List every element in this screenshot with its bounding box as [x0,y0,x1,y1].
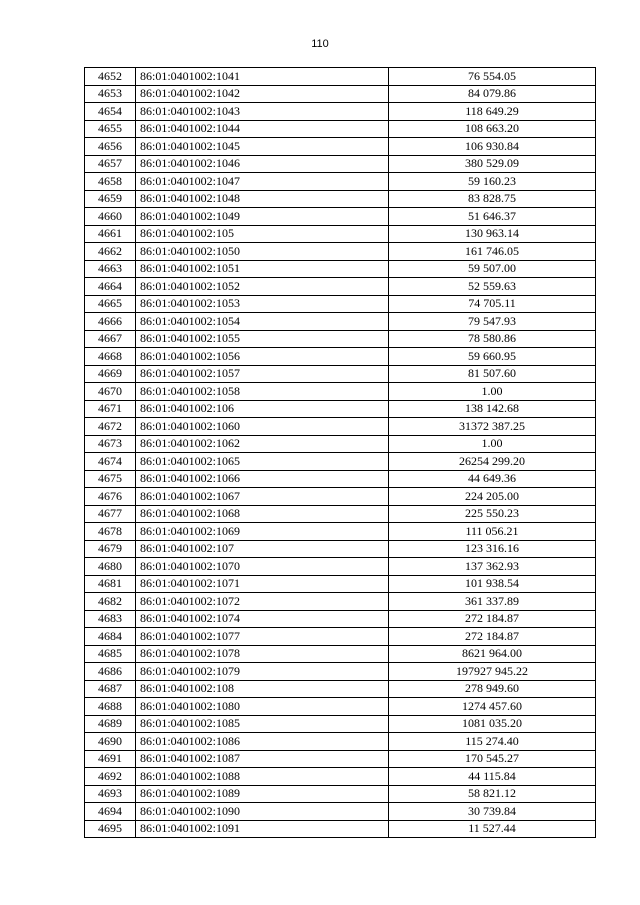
cadastral-number: 86:01:0401002:1070 [136,558,389,576]
table-row [85,505,596,523]
cadastral-number: 86:01:0401002:1050 [136,243,389,261]
table-row [85,225,596,243]
cadastral-number: 86:01:0401002:1056 [136,348,389,366]
cadastral-value: 197927 945.22 [389,663,596,681]
table-row [85,680,596,698]
table-row [85,278,596,296]
table-row [85,190,596,208]
row-number: 4662 [85,243,136,261]
cadastral-value: 81 507.60 [389,365,596,383]
row-number: 4679 [85,540,136,558]
cadastral-number: 86:01:0401002:1087 [136,750,389,768]
table-row [85,243,596,261]
table-row [85,173,596,191]
row-number: 4657 [85,155,136,173]
cadastral-value: 78 580.86 [389,330,596,348]
table-row [85,330,596,348]
cadastral-number: 86:01:0401002:1041 [136,68,389,86]
cadastral-number: 86:01:0401002:1054 [136,313,389,331]
row-number: 4695 [85,820,136,838]
table-row [85,85,596,103]
row-number: 4690 [85,733,136,751]
row-number: 4659 [85,190,136,208]
row-number: 4688 [85,698,136,716]
cadastral-value: 44 649.36 [389,470,596,488]
cadastral-number: 86:01:0401002:1086 [136,733,389,751]
cadastral-number: 86:01:0401002:1079 [136,663,389,681]
table-row [85,68,596,86]
table-row [85,453,596,471]
row-number: 4692 [85,768,136,786]
table-row [85,418,596,436]
row-number: 4672 [85,418,136,436]
cadastral-number: 86:01:0401002:1066 [136,470,389,488]
cadastral-value: 31372 387.25 [389,418,596,436]
cadastral-table [84,67,596,838]
row-number: 4671 [85,400,136,418]
table-row [85,295,596,313]
cadastral-value: 380 529.09 [389,155,596,173]
table-row [85,138,596,156]
table-row [85,733,596,751]
table-row [85,313,596,331]
cadastral-number: 86:01:0401002:1091 [136,820,389,838]
table-row [85,803,596,821]
cadastral-number: 86:01:0401002:1069 [136,523,389,541]
row-number: 4685 [85,645,136,663]
cadastral-number: 86:01:0401002:1053 [136,295,389,313]
cadastral-value: 58 821.12 [389,785,596,803]
table-row [85,155,596,173]
table-row [85,260,596,278]
row-number: 4658 [85,173,136,191]
table-row [85,208,596,226]
row-number: 4656 [85,138,136,156]
row-number: 4676 [85,488,136,506]
cadastral-number: 86:01:0401002:1047 [136,173,389,191]
cadastral-number: 86:01:0401002:1046 [136,155,389,173]
table-row [85,383,596,401]
cadastral-number: 86:01:0401002:1048 [136,190,389,208]
page-number: 110 [311,38,329,50]
row-number: 4689 [85,715,136,733]
cadastral-number: 86:01:0401002:1065 [136,453,389,471]
row-number: 4664 [85,278,136,296]
cadastral-value: 44 115.84 [389,768,596,786]
cadastral-value: 8621 964.00 [389,645,596,663]
row-number: 4670 [85,383,136,401]
table-body [85,68,596,838]
cadastral-value: 30 739.84 [389,803,596,821]
cadastral-number: 86:01:0401002:1078 [136,645,389,663]
row-number: 4665 [85,295,136,313]
table-row [85,523,596,541]
row-number: 4686 [85,663,136,681]
table-row [85,348,596,366]
cadastral-number: 86:01:0401002:1058 [136,383,389,401]
cadastral-value: 101 938.54 [389,575,596,593]
cadastral-value: 74 705.11 [389,295,596,313]
table-row [85,435,596,453]
table-row [85,540,596,558]
cadastral-number: 86:01:0401002:1089 [136,785,389,803]
cadastral-value: 1.00 [389,383,596,401]
row-number: 4668 [85,348,136,366]
cadastral-number: 86:01:0401002:1060 [136,418,389,436]
table-row [85,558,596,576]
table-row [85,820,596,838]
row-number: 4653 [85,85,136,103]
row-number: 4683 [85,610,136,628]
cadastral-value: 361 337.89 [389,593,596,611]
cadastral-number: 86:01:0401002:1090 [136,803,389,821]
cadastral-value: 115 274.40 [389,733,596,751]
cadastral-number: 86:01:0401002:1072 [136,593,389,611]
cadastral-value: 83 828.75 [389,190,596,208]
cadastral-value: 79 547.93 [389,313,596,331]
table-row [85,400,596,418]
cadastral-number: 86:01:0401002:1088 [136,768,389,786]
table-row [85,645,596,663]
row-number: 4691 [85,750,136,768]
cadastral-number: 86:01:0401002:1085 [136,715,389,733]
cadastral-number: 86:01:0401002:1074 [136,610,389,628]
table-row [85,715,596,733]
cadastral-value: 11 527.44 [389,820,596,838]
table-row [85,103,596,121]
cadastral-value: 1081 035.20 [389,715,596,733]
cadastral-value: 106 930.84 [389,138,596,156]
table-row [85,593,596,611]
row-number: 4660 [85,208,136,226]
cadastral-value: 138 142.68 [389,400,596,418]
table-row [85,610,596,628]
row-number: 4661 [85,225,136,243]
cadastral-number: 86:01:0401002:1051 [136,260,389,278]
cadastral-number: 86:01:0401002:1067 [136,488,389,506]
cadastral-number: 86:01:0401002:1044 [136,120,389,138]
table-row [85,120,596,138]
cadastral-value: 225 550.23 [389,505,596,523]
cadastral-value: 272 184.87 [389,628,596,646]
table-row [85,488,596,506]
cadastral-value: 278 949.60 [389,680,596,698]
row-number: 4678 [85,523,136,541]
cadastral-number: 86:01:0401002:1068 [136,505,389,523]
cadastral-value: 1.00 [389,435,596,453]
cadastral-number: 86:01:0401002:1043 [136,103,389,121]
row-number: 4663 [85,260,136,278]
cadastral-number: 86:01:0401002:1071 [136,575,389,593]
cadastral-value: 137 362.93 [389,558,596,576]
cadastral-value: 59 507.00 [389,260,596,278]
table-row [85,663,596,681]
row-number: 4684 [85,628,136,646]
row-number: 4673 [85,435,136,453]
cadastral-number: 86:01:0401002:1077 [136,628,389,646]
cadastral-value: 59 160.23 [389,173,596,191]
table-row [85,365,596,383]
cadastral-value: 84 079.86 [389,85,596,103]
cadastral-value: 52 559.63 [389,278,596,296]
row-number: 4682 [85,593,136,611]
row-number: 4693 [85,785,136,803]
table-row [85,628,596,646]
row-number: 4687 [85,680,136,698]
cadastral-value: 76 554.05 [389,68,596,86]
cadastral-number: 86:01:0401002:1045 [136,138,389,156]
cadastral-number: 86:01:0401002:106 [136,400,389,418]
cadastral-value: 161 746.05 [389,243,596,261]
row-number: 4652 [85,68,136,86]
table-row [85,698,596,716]
table-row [85,785,596,803]
cadastral-value: 59 660.95 [389,348,596,366]
table-row [85,750,596,768]
cadastral-value: 118 649.29 [389,103,596,121]
cadastral-number: 86:01:0401002:1042 [136,85,389,103]
row-number: 4681 [85,575,136,593]
table-row [85,575,596,593]
row-number: 4675 [85,470,136,488]
cadastral-number: 86:01:0401002:105 [136,225,389,243]
cadastral-value: 170 545.27 [389,750,596,768]
row-number: 4680 [85,558,136,576]
cadastral-value: 51 646.37 [389,208,596,226]
cadastral-value: 108 663.20 [389,120,596,138]
cadastral-number: 86:01:0401002:107 [136,540,389,558]
cadastral-number: 86:01:0401002:108 [136,680,389,698]
cadastral-value: 1274 457.60 [389,698,596,716]
row-number: 4666 [85,313,136,331]
cadastral-value: 272 184.87 [389,610,596,628]
cadastral-number: 86:01:0401002:1052 [136,278,389,296]
row-number: 4694 [85,803,136,821]
row-number: 4677 [85,505,136,523]
row-number: 4654 [85,103,136,121]
cadastral-number: 86:01:0401002:1062 [136,435,389,453]
row-number: 4655 [85,120,136,138]
cadastral-number: 86:01:0401002:1080 [136,698,389,716]
cadastral-value: 26254 299.20 [389,453,596,471]
cadastral-number: 86:01:0401002:1055 [136,330,389,348]
row-number: 4667 [85,330,136,348]
cadastral-value: 224 205.00 [389,488,596,506]
cadastral-number: 86:01:0401002:1057 [136,365,389,383]
table-row [85,470,596,488]
cadastral-value: 123 316.16 [389,540,596,558]
cadastral-value: 111 056.21 [389,523,596,541]
table-row [85,768,596,786]
cadastral-number: 86:01:0401002:1049 [136,208,389,226]
cadastral-value: 130 963.14 [389,225,596,243]
row-number: 4674 [85,453,136,471]
row-number: 4669 [85,365,136,383]
